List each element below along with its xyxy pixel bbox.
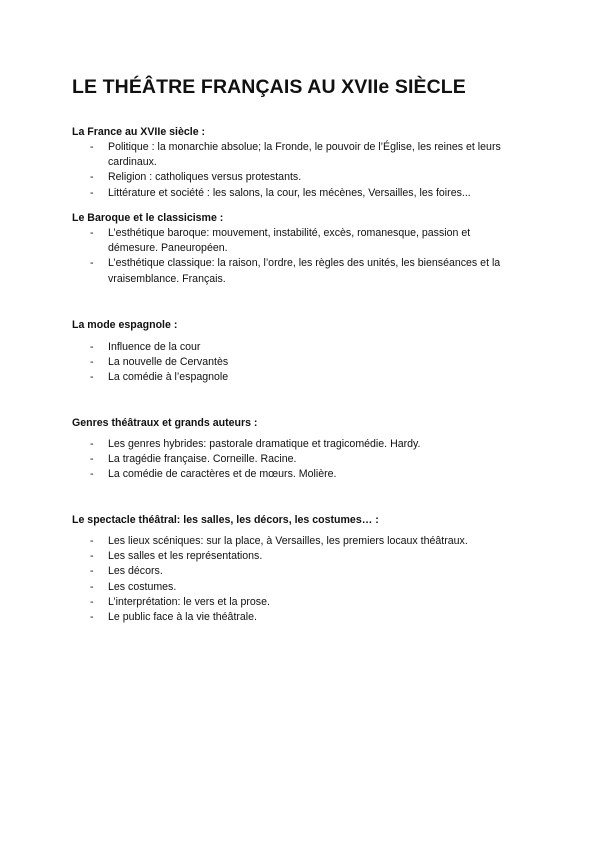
bullet-list [72, 534, 522, 625]
section-baroque-classicisme [72, 211, 522, 287]
list-item: - Influence de la cour [72, 340, 522, 355]
list-item: - Les lieux scéniques: sur la place, à Versailles, les premiers locaux théâtraux. [72, 534, 522, 549]
page-title: LE THÉÂTRE FRANÇAIS AU XVIIe SIÈCLE [72, 76, 466, 98]
bullet-list [72, 226, 522, 287]
section-heading: La mode espagnole : [72, 319, 178, 331]
list-item: - Les costumes. [72, 580, 522, 595]
list-item: - Politique : la monarchie absolue; la Fronde, le pouvoir de l’Église, les reines et leurs cardinaux. [72, 140, 522, 170]
section-heading: Le Baroque et le classicisme : [72, 212, 224, 224]
section-genres-auteurs [72, 416, 522, 483]
list-item: - Les décors. [72, 564, 522, 579]
bullet-list [72, 437, 522, 483]
bullet-list [72, 140, 522, 201]
section-france-xviie [72, 125, 522, 201]
list-item: - Religion : catholiques versus protestants. [72, 170, 522, 185]
bullet-list [72, 340, 522, 386]
list-item: - Les genres hybrides: pastorale dramatique et tragicomédie. Hardy. [72, 437, 522, 452]
list-item: - L’esthétique baroque: mouvement, instabilité, excès, romanesque, passion et démesure. Paneuropéen. [72, 226, 522, 256]
list-item: - Littérature et société : les salons, la cour, les mécènes, Versailles, les foires... [72, 186, 522, 201]
section-heading: Genres théâtraux et grands auteurs : [72, 417, 258, 429]
list-item: - L’esthétique classique: la raison, l’ordre, les règles des unités, les bienséances et la vraisemblance. Français. [72, 256, 522, 286]
list-item: - La comédie de caractères et de mœurs. Molière. [72, 467, 522, 482]
list-item: - La tragédie française. Corneille. Racine. [72, 452, 522, 467]
list-item: - La comédie à l’espagnole [72, 370, 522, 385]
section-heading: La France au XVIIe siècle : [72, 126, 206, 138]
list-item: - Les salles et les représentations. [72, 549, 522, 564]
list-item: - Le public face à la vie théâtrale. [72, 610, 522, 625]
section-spectacle-theatral [72, 513, 522, 625]
section-heading: Le spectacle théâtral: les salles, les décors, les costumes… : [72, 514, 379, 526]
list-item: - La nouvelle de Cervantès [72, 355, 522, 370]
list-item: - L’interprétation: le vers et la prose. [72, 595, 522, 610]
section-mode-espagnole [72, 318, 522, 386]
